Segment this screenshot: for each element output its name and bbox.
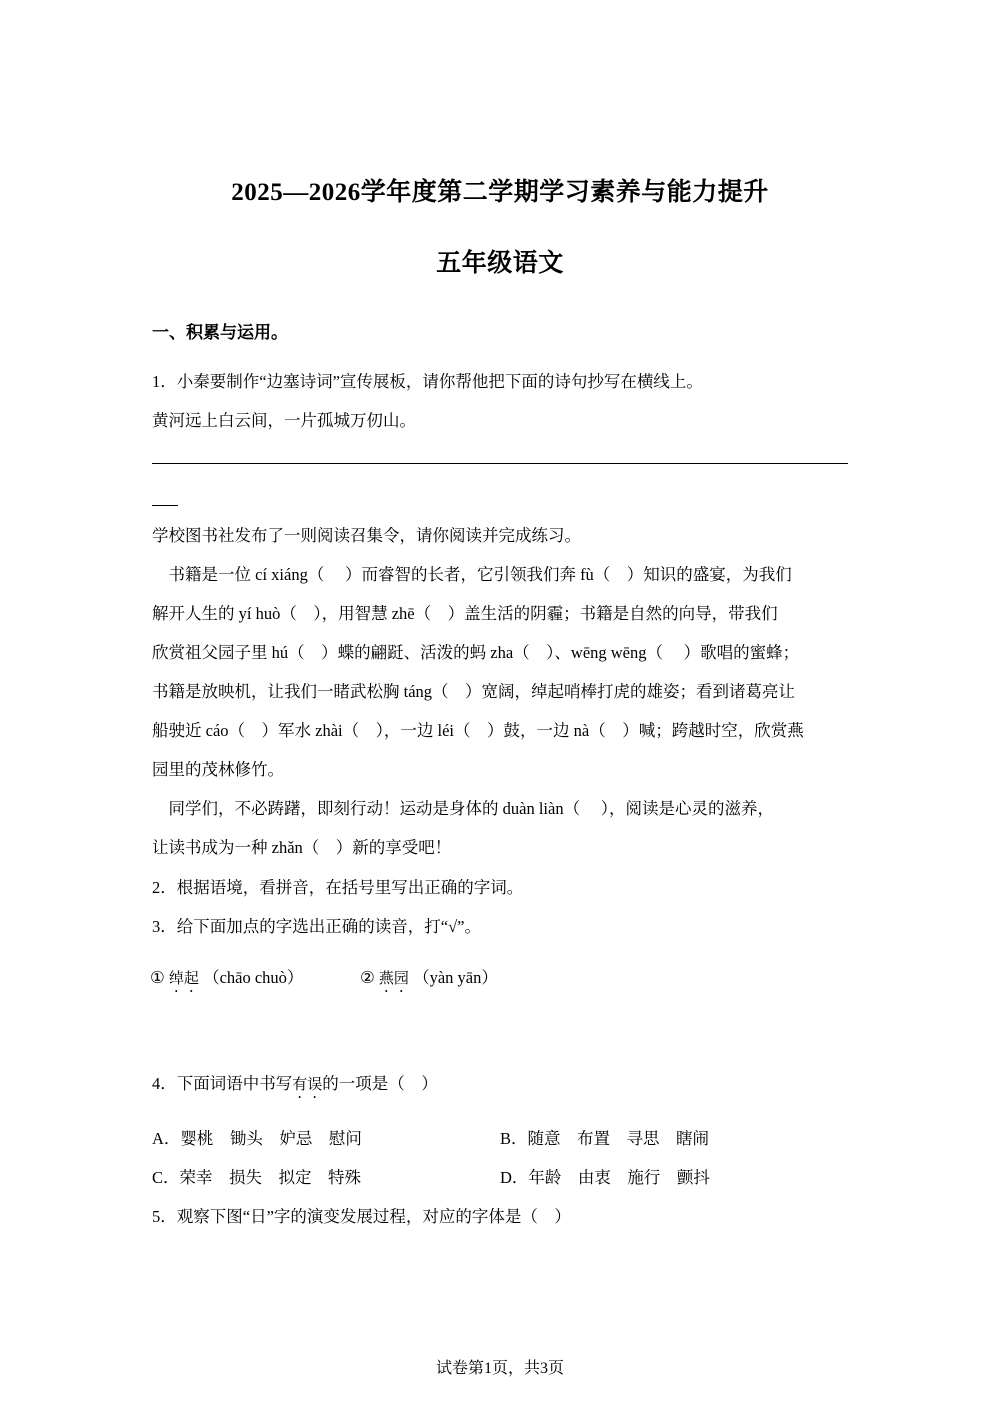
page-footer: 试卷第1页，共3页: [435, 1360, 564, 1377]
item-number: ②: [360, 968, 375, 987]
answer-line[interactable]: [152, 463, 848, 464]
pinyin-options: （yàn yān）: [413, 968, 498, 987]
passage-line: 船驶近 cáo（ ）军水 zhài（ ），一边 léi（ ）鼓，一边 nà（ ）喊；跨越时空，欣赏燕: [152, 721, 804, 740]
exam-title: 2025—2026学年度第二学期学习素养与能力提升: [231, 179, 769, 206]
item-number: ①: [150, 968, 165, 987]
prompt-text: 4．下面词语中书写: [152, 1074, 293, 1093]
pinyin-options: （chāo chuò）: [203, 968, 304, 987]
passage-intro: 学校图书社发布了一则阅读召集令，请你阅读并完成练习。: [152, 526, 581, 545]
question-1-prompt: 1．小秦要制作“边塞诗词”宣传展板，请你帮他把下面的诗句抄写在横线上。: [152, 372, 703, 391]
dotted-word: 有误: [292, 1077, 323, 1093]
passage-line: 解开人生的 yí huò（ ），用智慧 zhē（ ）盖生活的阴霾；书籍是自然的向导，带我们: [152, 604, 778, 623]
answer-line-tail: [152, 505, 178, 506]
passage-line: 让读书成为一种 zhǎn（ ）新的享受吧！: [152, 838, 452, 857]
exam-subtitle: 五年级语文: [436, 250, 564, 277]
passage-line: 书籍是一位 cí xiáng（ ）而睿智的长者，它引领我们奔 fù（ ）知识的盛宴，为我们: [152, 565, 792, 584]
section-heading: 一、积累与运用。: [152, 323, 288, 343]
question-3-prompt: 3．给下面加点的字选出正确的读音，打“√”。: [152, 917, 481, 936]
question-5-prompt: 5．观察下图“日”字的演变发展过程，对应的字体是（ ）: [152, 1207, 571, 1226]
question-3-item-2: [360, 967, 498, 996]
passage-line: 书籍是放映机，让我们一睹武松胸 táng（ ）宽阔，绰起哨棒打虎的雄姿；看到诸葛亮让: [152, 682, 796, 701]
passage-line: 同学们，不必踌躇，即刻行动！运动是身体的 duàn liàn（ ），阅读是心灵的滋养，: [152, 799, 774, 818]
question-4-prompt: [152, 1073, 438, 1102]
passage-line: 园里的茂林修竹。: [152, 760, 284, 779]
dotted-word: 绰起: [168, 971, 199, 987]
question-3-item-1: [150, 967, 303, 996]
dotted-word: 燕园: [378, 971, 409, 987]
question-1-poem: 黄河远上白云间，一片孤城万仞山。: [152, 411, 416, 430]
option-a[interactable]: A．婴桃 锄头 妒忌 慰问: [152, 1129, 362, 1148]
prompt-text: 的一项是（ ）: [322, 1074, 438, 1093]
passage-line: 欣赏祖父园子里 hú（ ）蝶的翩跹、活泼的蚂 zha（ ）、wēng wēng（ ）歌唱的蜜蜂；: [152, 643, 800, 662]
option-c[interactable]: C．荣幸 损失 拟定 特殊: [152, 1168, 362, 1187]
option-b[interactable]: B．随意 布置 寻思 瞎闹: [500, 1129, 710, 1148]
option-d[interactable]: D．年龄 由衷 施行 颤抖: [500, 1168, 710, 1187]
question-2-prompt: 2．根据语境，看拼音，在括号里写出正确的字词。: [152, 878, 524, 897]
